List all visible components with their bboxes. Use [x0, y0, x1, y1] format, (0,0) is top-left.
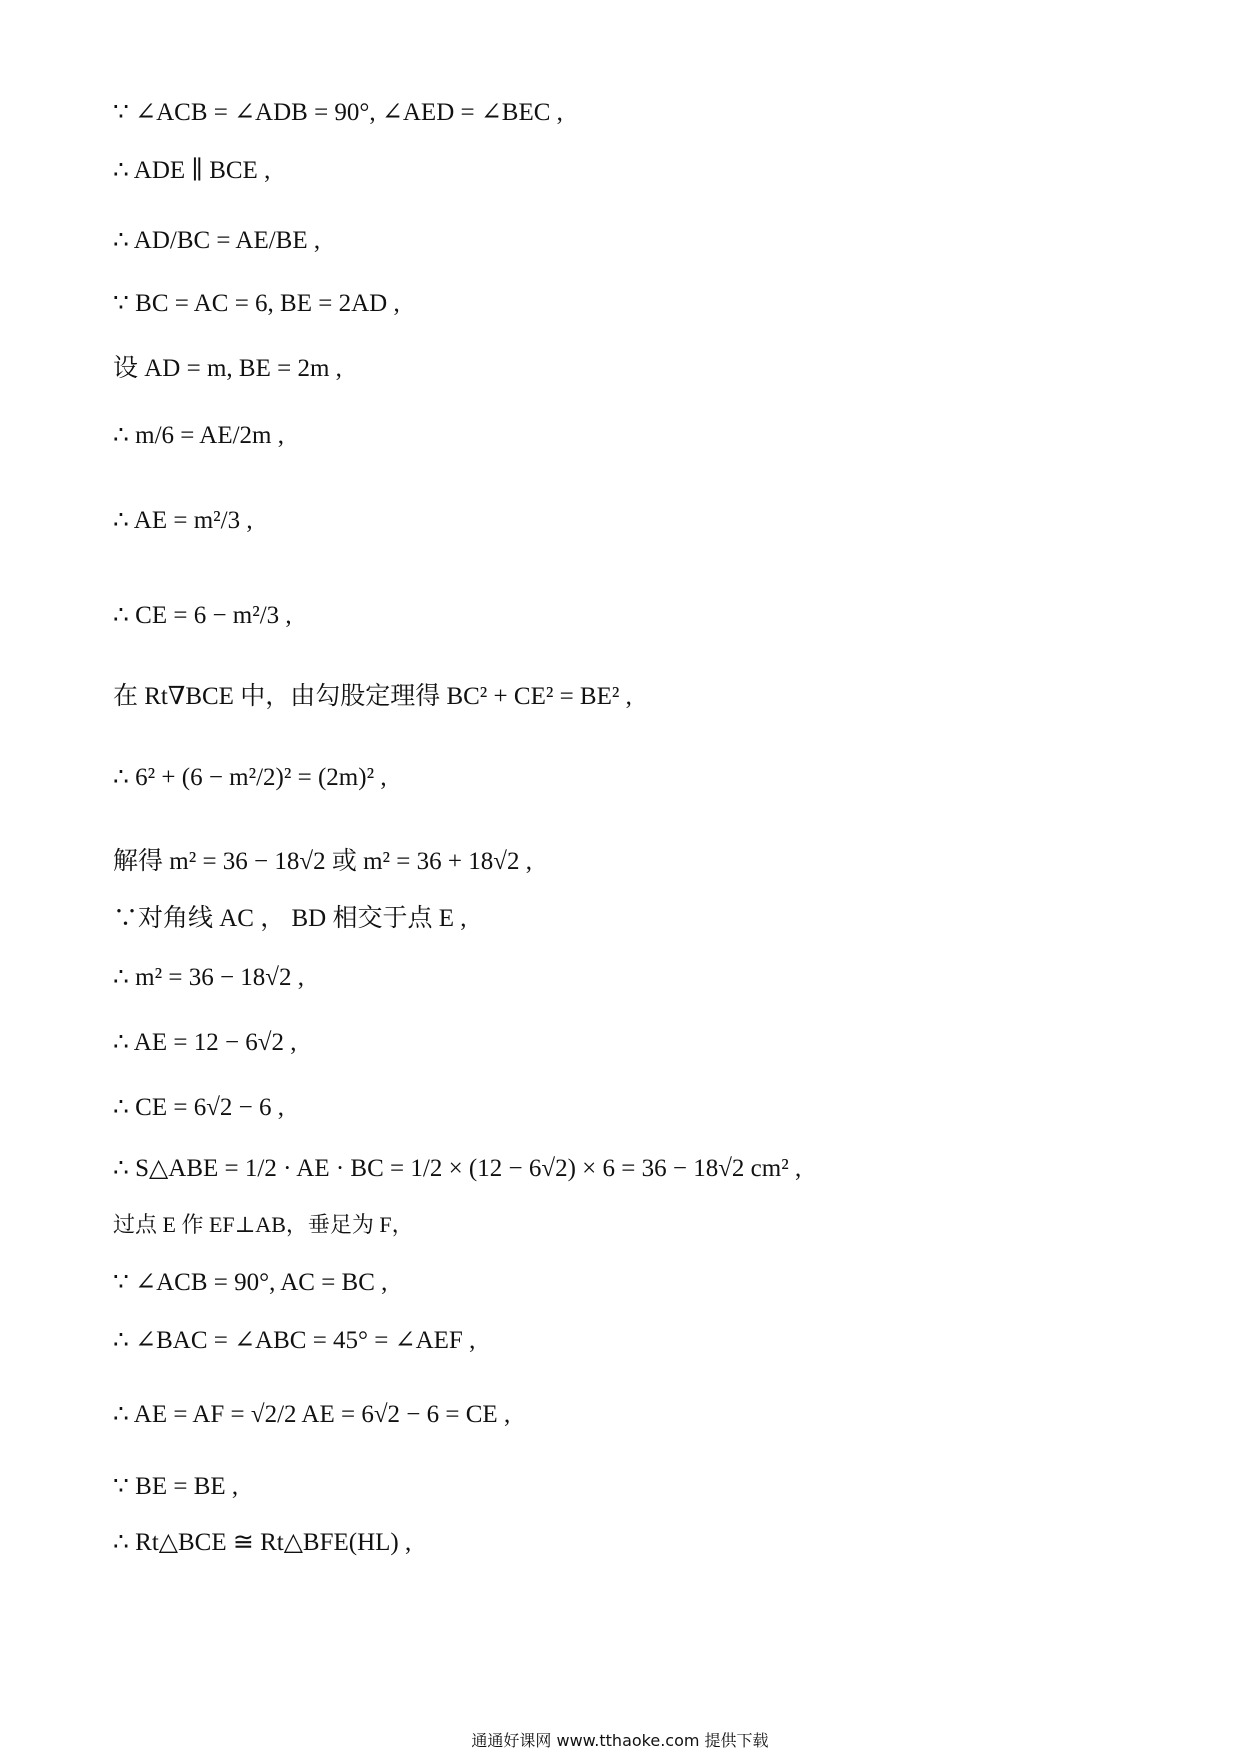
line-8: ∴ CE = 6 − m²/3 ,	[113, 602, 292, 629]
line-15: ∴ CE = 6√2 − 6 ,	[113, 1094, 285, 1121]
line-14: ∴ AE = 12 − 6√2 ,	[113, 1029, 297, 1056]
page-footer: 通通好课网 www.tthaoke.com 提供下载	[471, 1731, 769, 1750]
line-13: ∴ m² = 36 − 18√2 ,	[113, 964, 305, 991]
line-2: ∴ ADE ∥ BCE ,	[113, 157, 271, 184]
line-3: ∴ AD/BC = AE/BE ,	[113, 227, 321, 254]
line-17: 过点 E 作 EF⊥AB，垂足为 F，	[113, 1212, 414, 1237]
line-16: ∴ S△ABE = 1/2 · AE · BC = 1/2 × (12 − 6√2) × 6 = 36 − 18√2 cm² ,	[113, 1155, 802, 1182]
line-6: ∴ m/6 = AE/2m ,	[113, 422, 284, 449]
line-11: 解得 m² = 36 − 18√2 或 m² = 36 + 18√2 ,	[113, 848, 532, 875]
line-20: ∴ AE = AF = √2/2 AE = 6√2 − 6 = CE ,	[113, 1401, 511, 1428]
line-7: ∴ AE = m²/3 ,	[113, 507, 253, 534]
line-1: ∵ ∠ACB = ∠ADB = 90°, ∠AED = ∠BEC ,	[113, 99, 563, 126]
line-18: ∵ ∠ACB = 90°, AC = BC ,	[113, 1269, 388, 1296]
line-12: ∵对角线 AC ， BD 相交于点 E ,	[113, 905, 467, 932]
line-10: ∴ 6² + (6 − m²/2)² = (2m)² ,	[113, 764, 387, 791]
line-9: 在 Rt∇BCE 中，由勾股定理得 BC² + CE² = BE² ,	[113, 683, 632, 710]
line-22: ∴ Rt△BCE ≅ Rt△BFE(HL) ,	[113, 1529, 412, 1556]
line-21: ∵ BE = BE ,	[113, 1473, 239, 1500]
line-19: ∴ ∠BAC = ∠ABC = 45° = ∠AEF ,	[113, 1327, 476, 1354]
line-4: ∵ BC = AC = 6, BE = 2AD ,	[113, 290, 400, 317]
line-5: 设 AD = m, BE = 2m ,	[113, 355, 342, 382]
